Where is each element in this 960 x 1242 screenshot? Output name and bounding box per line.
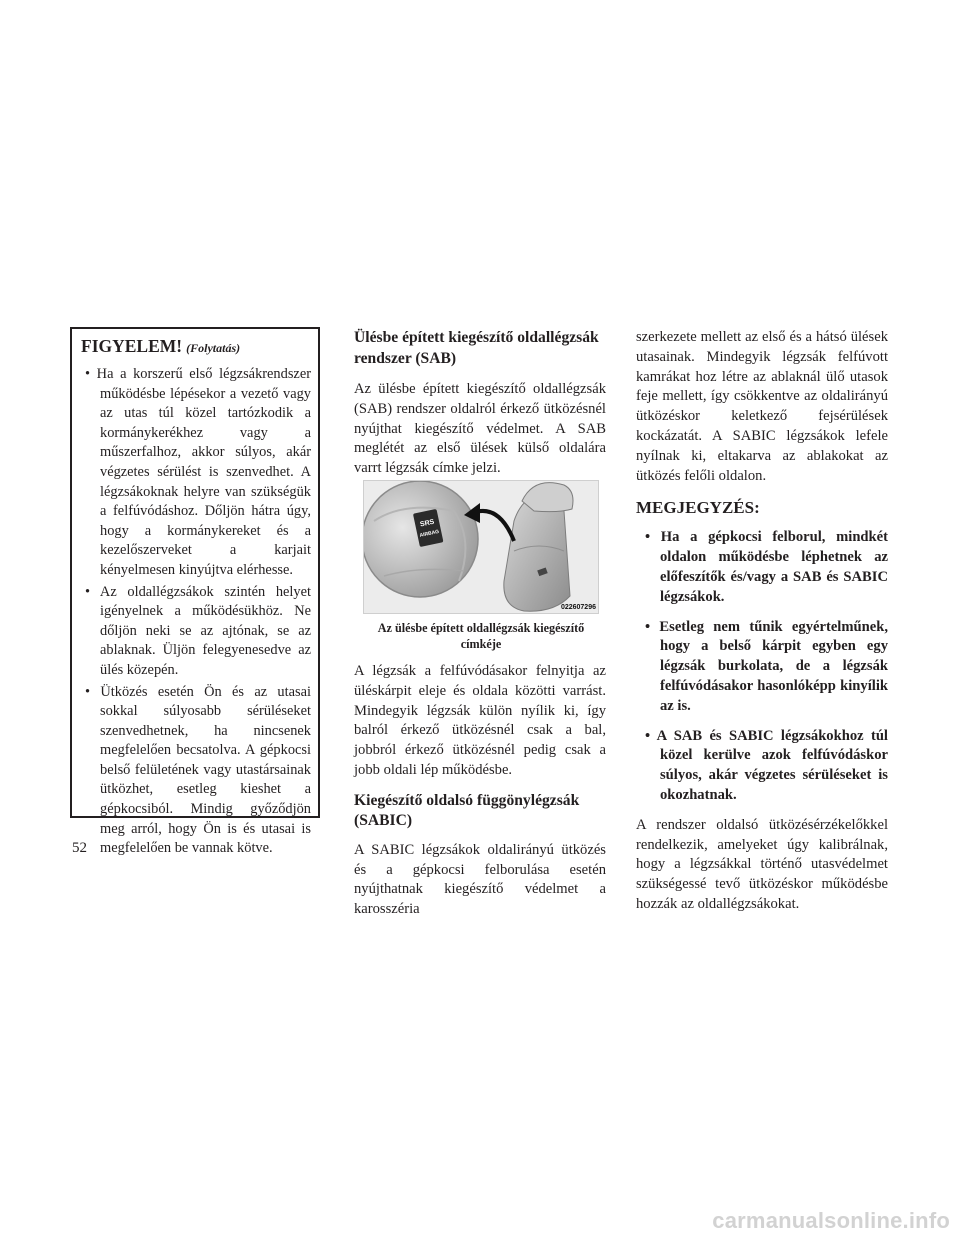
note-heading: MEGJEGYZÉS: — [636, 498, 760, 518]
page-number: 52 — [72, 840, 87, 856]
sab-paragraph: Az ülésbe épített kiegészítő oldallégzsák (SAB) rendszer oldalról érkező ütközésnél nyújthat kiegészítő védelmet. A SAB meglétét az első ülések külső oldalára varrt légzsák címke jelzi. — [354, 381, 606, 477]
tag-text-airbag: AIRBAG — [419, 528, 440, 539]
right-column — [636, 328, 888, 915]
figure-caption: Az ülésbe épített oldallégzsák kiegészítő címkéje — [377, 621, 585, 651]
middle-column-lower — [354, 662, 606, 920]
warning-title — [81, 336, 311, 357]
warning-list — [79, 365, 311, 859]
sabic-paragraph-start: A SABIC légzsákok oldalirányú ütközés és a gépkocsi felborulása esetén nyújthatnak kiegészítő védelmet a karosszéria — [354, 841, 606, 918]
warning-item: • Az oldallégzsákok szintén helyet igényelnek a működésükhöz. Ne dőljön neki se az ajtónak, se az ablaknak. Üljön felegyenesedve az ülés közepén. — [85, 583, 311, 678]
note-item: • Ha a gépkocsi felborul, mindkét oldalon működésbe léphetnek az előfeszítők és/vagy a SAB és SABIC légzsákok. — [645, 529, 888, 605]
sab-paragraph-2: A légzsák a felfúvódásakor felnyitja az üléskárpit eleje és oldala közötti varrást. Mindegyik légzsák külön nyílik ki, így balról érkező ütközésnél csak a bal, jobbról érkező ütközésnél pedig csak a jobb oldali lép működésbe. — [354, 663, 606, 778]
middle-column — [354, 328, 606, 479]
warning-continued: (Folytatás) — [186, 341, 241, 355]
note-list — [636, 528, 888, 805]
warning-item: • Ha a korszerű első légzsákrendszer működésbe lépésekor a vezető vagy az utas túl közel tartózkodik a kormánykerékhez vagy a műszerfalhoz, akkor súlyos, akár végzetes sérülést is szenvedhet. A légzsákoknak helyre van szükségük a felfúvódáshoz. Dőljön hátra úgy, hogy a kormánykereket és a kezelőszerveket a karjait kényelmesen kinyújtva elérhesse. — [85, 366, 311, 578]
seat-illustration — [364, 481, 599, 614]
sabic-paragraph-cont: szerkezete mellett az első és a hátsó ülések utasainak. Mindegyik légzsák felfúvott kamrákat hoz létre az ablaknál ülő utasok feje mellett, így csökkentve az oldalirányú ütközéskor keletkező fejsérülések kockázatát. A SABIC légzsákok lefele nyílnak ki, eltakarva az ablakokat az ütközés felőli oldalon. — [636, 329, 888, 484]
sab-heading: Ülésbe épített kiegészítő oldallégzsák rendszer (SAB) — [354, 329, 599, 367]
seat-airbag-label-figure — [363, 480, 599, 614]
warning-title-text: FIGYELEM! — [81, 336, 183, 356]
watermark: carmanualsonline.info — [712, 1208, 950, 1233]
note-item: • A SAB és SABIC légzsákokhoz túl közel kerülve azok felfúvódáskor súlyos, akár végzetes sérüléseket is okozhatnak. — [645, 727, 888, 803]
tag-text-srs: SRS — [419, 518, 436, 529]
note-paragraph: A rendszer oldalsó ütközésérzékelőkkel rendelkezik, amelyeket úgy kalibrálnak, hogy a légzsákkal történő utasvédelmet szükségessé tevő ütközéskor működésbe hozzák az oldallégzsákokat. — [636, 816, 888, 912]
sabic-heading: Kiegészítő oldalsó függönylégzsák (SABIC) — [354, 791, 580, 830]
warning-item: • Ütközés esetén Ön és az utasai sokkal súlyosabb sérüléseket szenvedhetnek, ha nincsenek megfelelően becsatolva. A gépkocsi belső felületének vagy utastársainak ütközhet, esetleg kieshet a gépkocsiból. Mindig győződjön meg arról, hogy Ön is és utasai is megfelelően be vannak kötve. — [85, 683, 311, 857]
note-item: • Esetleg nem tűnik egyértelműnek, hogy a belső kárpit egyben egy légzsák burkolata, de a légzsák felfúvódásakor hasonlóképp kinyílik az is. — [645, 618, 888, 714]
figure-code: 022607296 — [560, 604, 596, 611]
